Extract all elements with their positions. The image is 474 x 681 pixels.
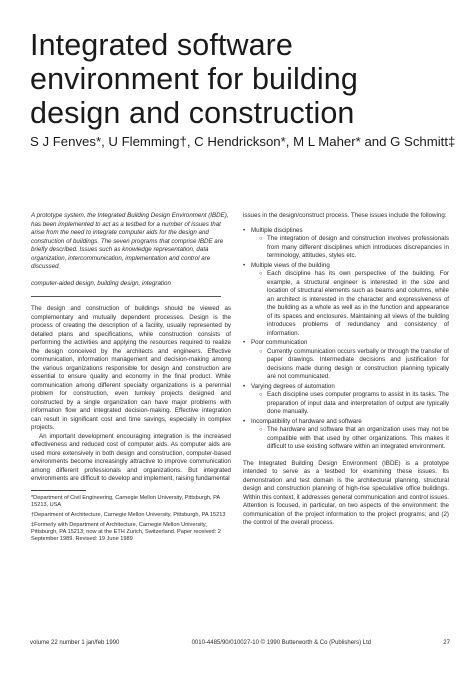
author-list: S J Fenves*, U Flemming†, C Hendrickson*, M L Maher* and G Schmitt‡ xyxy=(30,134,456,149)
abstract-divider xyxy=(31,296,221,297)
issue-label: Multiple views of the building xyxy=(251,261,330,269)
body-paragraph: The design and construction of buildings should be viewed as complementary and mutually dependent processes. Design is the process of creating the description of a facility, usually represented by detailed plans and specifications, while construction consists of performing the activities and applying the resources required to realize the design conceived by the architects and engineers. Effective communication, information management and decision-making among the various organizations responsible for design and construction are essential to ensure quality and economy in the final product. While communication among different specialty organizations is a perennial problem for construction, even turnkey projects designed and constructed by a single organization can have major problems with information flow and integrated decision-making. Effective integration can result in significant cost and time savings, especially in complex projects. xyxy=(31,305,231,431)
body-paragraph: An important development encouraging integration is the increased effectiveness and reduced cost of computer aids. As computer aids are used more extensively in both design and construction, computer-based environments become increasingly attractive to improve communication among different professionals and organizations. But integrated environments are difficult to develop and implement, raising fundamental xyxy=(31,432,231,482)
right-column xyxy=(243,212,449,528)
issue-label: Poor communication xyxy=(251,339,308,346)
left-column xyxy=(31,212,231,546)
footnote-divider xyxy=(31,490,86,491)
footnote: ‡Formerly with Department of Architecture, Carnegie Mellon University, Pittsburgh, PA 15213; now at the ETH Zurich, Switzerland. Paper received: 2 September 1989. Revised: 19 June 1989 xyxy=(31,521,221,542)
abstract: A prototype system, the Integrated Building Design Environment (IBDE), has been implemented to act as a testbed for a number of issues that arise from the need to integrate computer aids for the design and construction of buildings. The seven programs that comprise IBDE are briefly described. Issues such as knowledge representation, data organization, intercommunication, implementation and control are discussed. xyxy=(31,212,229,270)
issue-item xyxy=(243,262,449,339)
footnote: †Department of Architecture, Carnegie Mellon University, Pittsburgh, PA 15213 xyxy=(31,511,226,518)
issues-intro: issues in the design/construct process. These issues include the following: xyxy=(243,212,447,219)
issue-item xyxy=(243,383,449,417)
issue-label: Incompatibility of hardware and software xyxy=(251,417,362,425)
footnote: *Department of Civil Engineering, Carnegie Mellon University, Pittsburgh, PA 15213, USA xyxy=(31,494,220,508)
issue-detail: ○ Each discipline has its own perspective of the building. For example, a structural engineer is interested in the size and location of structural elements such as beams and columns, while an architect is interested in the character and expressiveness of the building as a whole as well as in the function and appearance of its spaces and enclosures. Maintaining all views of the building introduces problems of redundancy and consistency of information. xyxy=(259,270,449,338)
issue-item xyxy=(243,418,449,452)
page-number: 27 xyxy=(443,640,450,646)
journal-issue: volume 22 number 1 jan/feb 1990 xyxy=(30,640,120,646)
issues-list xyxy=(243,227,449,452)
issue-label: Multiple disciplines xyxy=(251,226,303,234)
issue-detail: ○ The hardware and software that an organization uses may not be compatible with that used by other organizations. This makes it difficult to use existing software within an integrated environment. xyxy=(259,426,449,452)
issue-item xyxy=(243,339,449,382)
issue-item xyxy=(243,227,449,261)
issue-detail: ○ Each discipline uses computer programs to assist in its tasks. The preparation of input data and interpretation of output are typically done manually. xyxy=(259,391,449,417)
issue-detail: ○ The integration of design and construction involves professionals from many different disciplines which introduces discrepancies in terminology, attitudes, styles etc. xyxy=(259,235,449,261)
keywords: computer-aided design, building design, integration xyxy=(31,279,171,287)
issue-label: Varying degrees of automation xyxy=(251,382,335,390)
page-footer xyxy=(30,640,450,646)
body-paragraph: The Integrated Building Design Environment (IBDE) is a prototype intended to serve as a testbed for examining these issues. Its demonstration and test domain is the architectural planning, structural design and construction planning of high-rise speculative office buildings. Within this context, it addresses general communication and control issues. Attention is focused, in particular, on two aspects of the environment: the communication of the project information to the project programs; and (2) the control of the overall process. xyxy=(243,459,450,526)
issue-detail: ○ Currently communication occurs verbally or through the transfer of paper drawings. Intermediate decisions and justification for decisions made during design or construction planning typically are not communicated. xyxy=(259,348,449,382)
copyright-line: 0010-4485/90/010027-10 © 1990 Butterworth & Co (Publishers) Ltd xyxy=(191,640,372,646)
article-title: Integrated software environment for building design and construction xyxy=(30,28,358,130)
